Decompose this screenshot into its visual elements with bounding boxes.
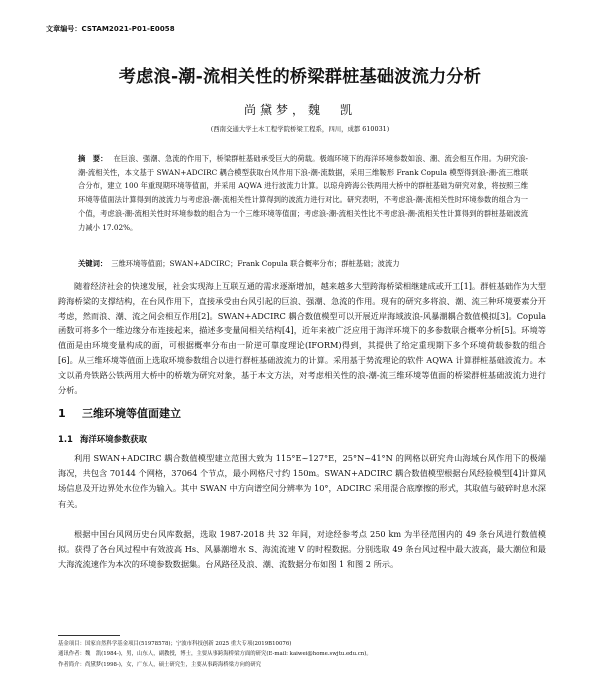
keywords-label: 关键词： [78,259,108,268]
subsection-number: 1.1 [58,434,73,444]
author-affiliation: (西南交通大学土木工程学院桥梁工程系，四川，成都 610031) [210,125,390,133]
article-number: 文章编号：CSTAM2021-P01-E0058 [46,25,175,33]
section-heading [58,405,181,421]
body-paragraph: 利用 SWAN+ADCIRC 耦合数值模型建立范围大致为 115°E~127°E，25°N~41°N 的网格以研究舟山海域台风作用下的极端海况，共包含 70144 个网格，37064 个节点，最小网格尺寸约 150m。SWAN+ADCIRC 耦合数值模型根据台风经验模型[4]计算风场信息及开边界处水位作为输入。其中 SWAN 中方向谱空间分辨率为 10°，ADCIRC 采用混合底摩擦的形式，其取值与破碎时息水深有关。 [58,453,546,509]
subsection-title: 海洋环境参数获取 [80,434,147,444]
footnotes [58,639,548,670]
section-title: 三维环境等值面建立 [82,407,181,420]
author-list: 尚黛梦，魏 凯 [243,103,356,117]
section-number: 1 [58,407,66,420]
paper-title: 考虑浪-潮-流相关性的桥梁群桩基础波流力分析 [118,67,482,87]
subsection-heading [58,433,147,445]
footnote-corresponding-author: 通讯作者：魏 凯(1984-)，男，山东人，副教授，博士，主要从事跨海桥梁方面的研究(E-mail: kaiwei@home.swjtu.edu.cn)。 [58,651,372,658]
footnote-funding: 基金项目：国家自然科学基金项目(51978578)；宁波市科技创新 2025 重大专项(2019B10076) [58,641,292,647]
abstract [78,152,528,234]
footnote-divider [58,635,120,636]
keywords-text: 三维环境等值面；SWAN+ADCIRC；Frank Copula 联合概率分布；群桩基础；波流力 [111,259,400,268]
introduction-paragraph: 随着经济社会的快速发展，社会实现海上互联互通的需求逐渐增加，越来越多大型跨海桥梁相继建成或开工[1]。群桩基础作为大型跨海桥梁的支撑结构，在台风作用下，直接承受由台风引起的巨浪、强潮、急流的作用。现有的研究多将浪、潮、流三种环境要素分开考虑，然而浪、潮、流之间会相互作用[2]。SWAN+ADCIRC 耦合数值模型可以开展近岸海域波浪-风暴潮耦合数值模拟[3]。Copula 函数可将多个一维边缘分布连接起来，描述多变量间相关结构[4]，近年来被广泛应用于海洋环境下的多参数联合概率分析[5]。环境等值面是由环境变量构成的面，可根据概率分布由一阶逆可靠度理论(IFORM)得到，其提供了给定重现期下多个环境荷载参数的组合[6]。从三维环境等值面上选取环境参数组合以进行群桩基础波流力的计算。采用基于势流理论的软件 AQWA 计算群桩基础波流力。本文以甬舟铁路公铁两用大桥中的桥墩为研究对象，基于本文方法，对考虑相关性的浪-潮-流三维环境等值面的桥梁群桩基础波流力进行分析。 [58,281,546,395]
abstract-label: 摘 要： [78,154,108,163]
abstract-text: 在巨浪、强潮、急流的作用下，桥梁群桩基础承受巨大的荷载。极端环境下的海洋环境参数如浪、潮、流会相互作用。为研究浪-潮-流相关性，本文基于 SWAN+ADCIRC 耦合模型获取台风作用下浪-潮-流数据，采用三维鞍形 Frank Copula 模型得到浪-潮-流三维联合分布，建立 100 年重现期环境等值面，并采用 AQWA 进行波流力计算。以琼舟跨海公铁两用大桥中的群桩基础为研究对象，将按照三维环境等值面法计算得到的波流力与考虑浪-潮-流相关性计算得到的波流力进行对比。研究表明，不考虑浪-潮-流相关性时环境参数的组合为一个值，考虑浪-潮-流相关性时环境参数的组合为一个三维环境等值面；考虑浪-潮-流相关性比不考虑浪-潮-流相关性计算得到的群桩基础波流力减小 17.02%。 [78,154,528,232]
keywords [78,257,528,271]
body-paragraph: 根据中国台风网历史台风库数据，选取 1987-2018 共 32 年间，对途经参考点 250 km 为半径范围内的 49 条台风进行数值模拟。获得了各台风过程中有效波高 Hs、风暴潮增水 S、海流流速 V 的时程数据。分别选取 49 条台风过程中最大波高，最大潮位和最大海流流速作为本次的环境参数数据集。台风路径及浪、潮、流数据分布如图 1 和图 2 所示。 [58,529,546,570]
footnote-author-bio: 作者简介：尚黛梦(1998-)，女，广东人，硕士研究生，主要从事跨海桥梁方向的研究 [58,661,262,668]
